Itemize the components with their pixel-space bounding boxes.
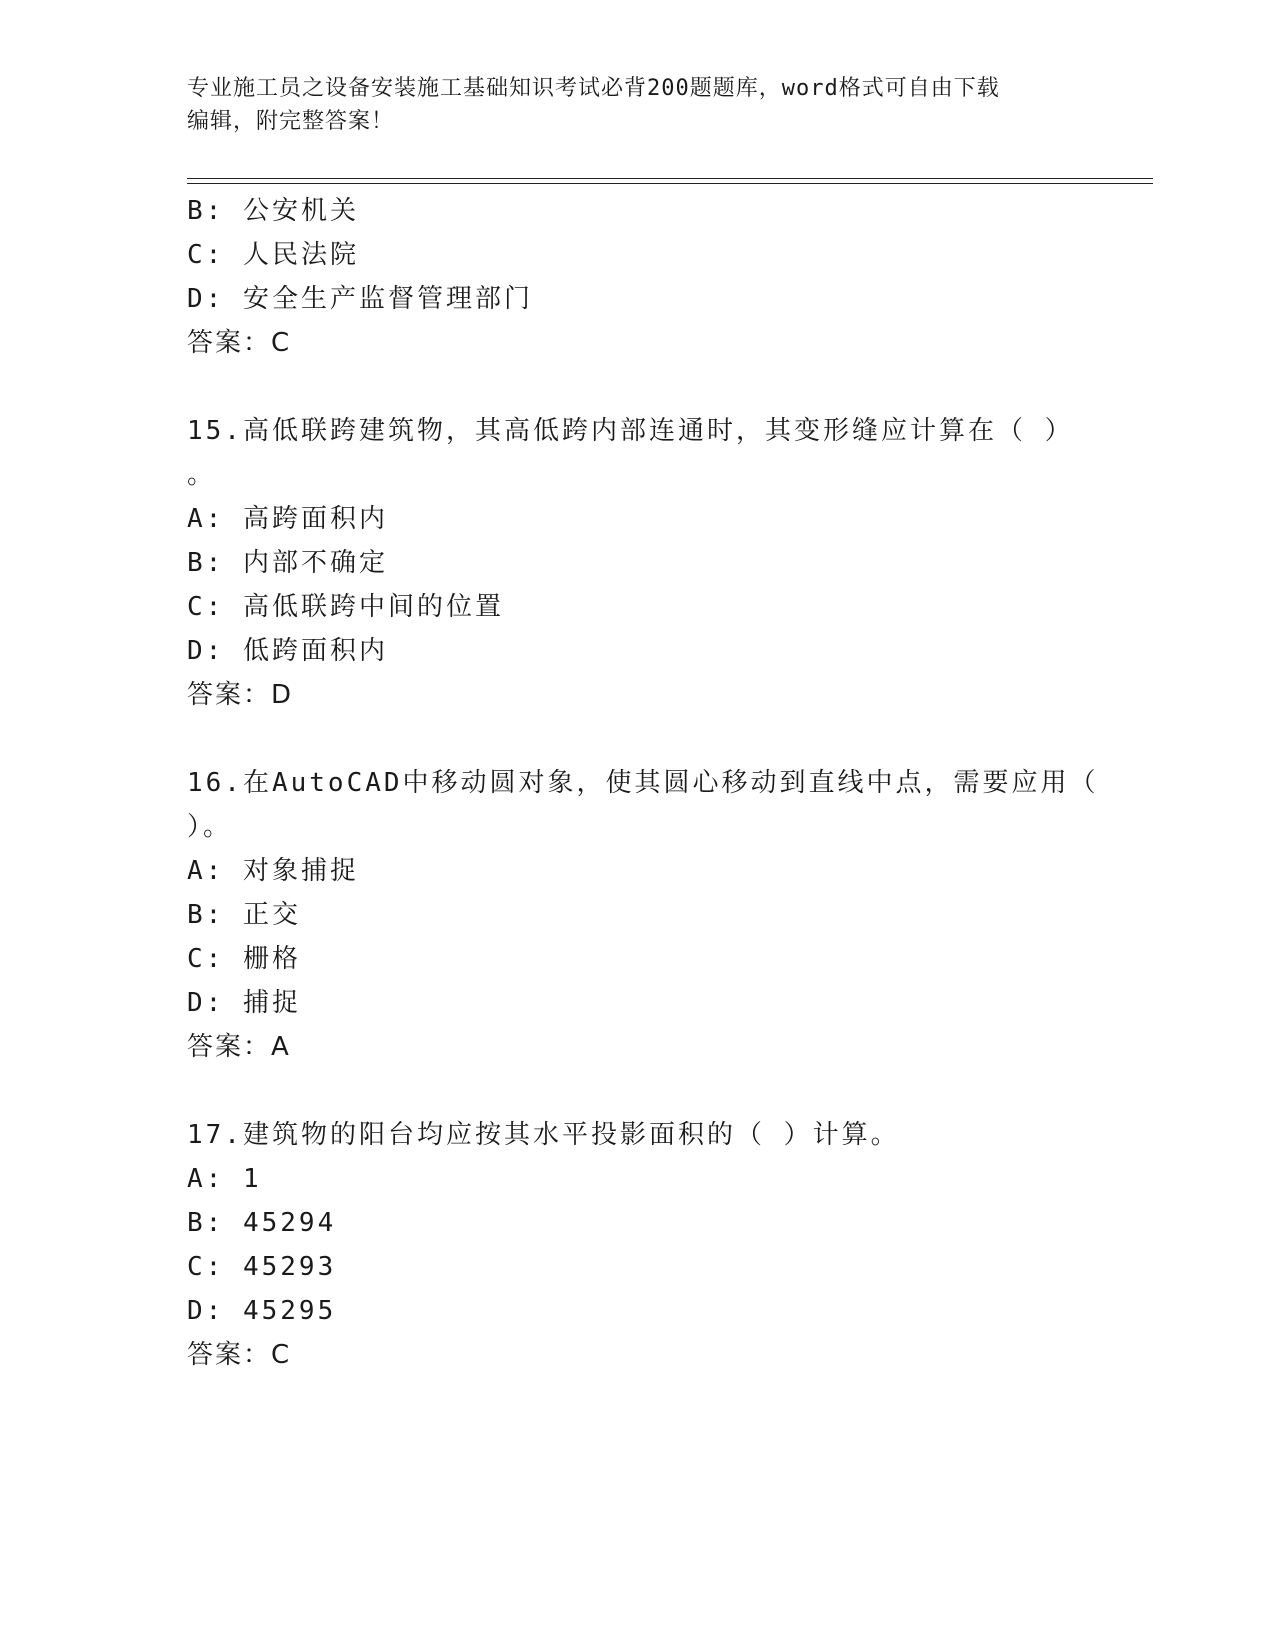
header-title-line-1: 专业施工员之设备安装施工基础知识考试必背200题题库，word格式可自由下载 [187,76,1000,101]
q16-option-b: B: 正交 [187,900,301,930]
q14-option-b: B: 公安机关 [187,196,359,226]
q15-stem-line-1: 15.高低联跨建筑物，其高低跨内部连通时，其变形缝应计算在（ ） [187,416,1074,446]
header-divider-top [187,178,1153,179]
q16-stem-line-1: 16.在AutoCAD中移动圆对象，使其圆心移动到直线中点，需要应用（ [187,768,1099,798]
q16-option-a: A: 对象捕捉 [187,856,359,886]
q17-stem-line-1: 17.建筑物的阳台均应按其水平投影面积的（ ）计算。 [187,1120,900,1150]
q14-option-c: C: 人民法院 [187,240,359,270]
q17-option-d: D: 45295 [187,1296,337,1326]
q15-answer: 答案：D [187,680,294,710]
q15-stem-line-2: 。 [187,460,217,490]
q17-answer: 答案：C [187,1340,292,1370]
q15-option-c: C: 高低联跨中间的位置 [187,592,504,622]
q15-option-a: A: 高跨面积内 [187,504,388,534]
q16-option-c: C: 栅格 [187,944,301,974]
header-divider-bottom [187,183,1153,184]
q16-stem-line-2: ）。 [187,812,233,842]
document-header [187,72,1067,138]
q17-option-a: A: 1 [187,1164,262,1194]
q16-option-d: D: 捕捉 [187,988,301,1018]
q15-option-b: B: 内部不确定 [187,548,388,578]
q15-option-d: D: 低跨面积内 [187,636,388,666]
header-title-line-2: 编辑，附完整答案！ [187,109,395,134]
q14-option-d: D: 安全生产监督管理部门 [187,284,533,314]
q17-option-b: B: 45294 [187,1208,337,1238]
q16-answer: 答案：A [187,1032,291,1062]
q17-option-c: C: 45293 [187,1252,337,1282]
q14-answer: 答案：C [187,328,292,358]
